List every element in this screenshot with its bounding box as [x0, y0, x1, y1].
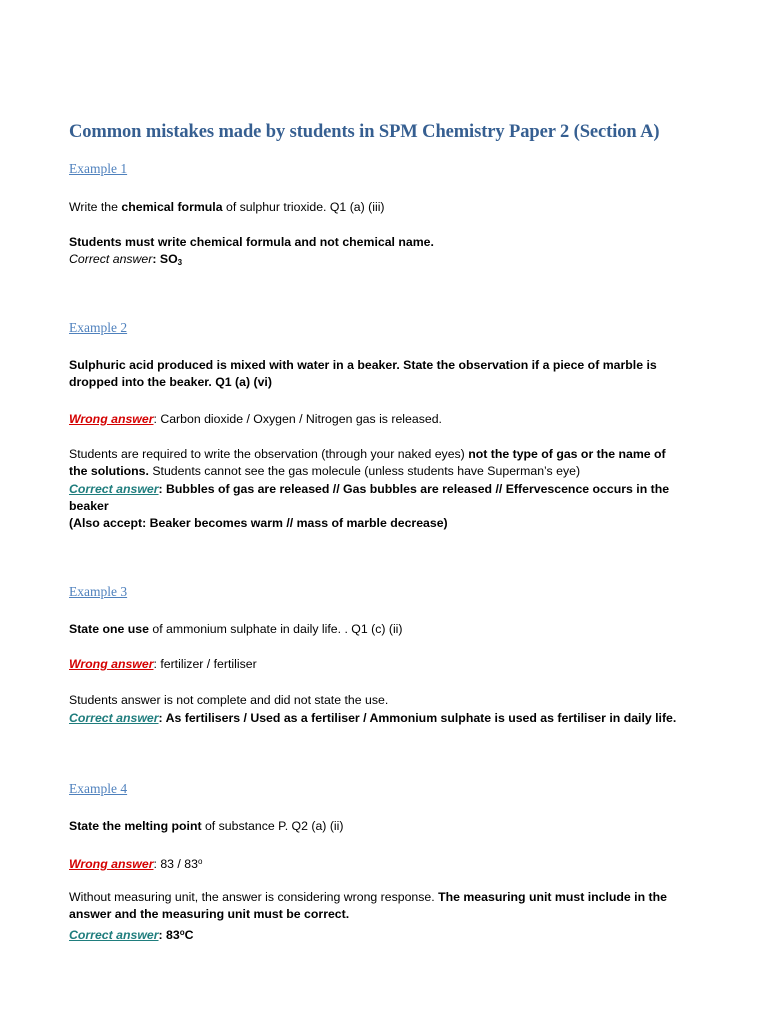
example-1-correct-answer: Correct answer: $SO_3$	[69, 252, 183, 267]
example-3-heading: Example 3	[69, 584, 128, 599]
example-4-correct-answer: Correct answer: 83$^o$C	[69, 928, 194, 942]
example-4-question: State the melting point of substance P. Q2 (a) (ii)	[69, 819, 344, 833]
example-4-note-line-2: answer and the measuring unit must be correct.	[69, 907, 350, 921]
example-3-question: State one use of ammonium sulphate in daily life. . Q1 (c) (ii)	[69, 622, 403, 636]
correct-answer-label: Correct answer	[69, 928, 159, 942]
example-2-correct-answer-line-1: Correct answer: Bubbles of gas are released // Gas bubbles are released // Effervescence occurs in the	[69, 482, 670, 496]
wrong-answer-label: Wrong answer	[69, 412, 154, 426]
example-2-question-line-1: Sulphuric acid produced is mixed with water in a beaker. State the observation if a piece of marble is	[69, 358, 657, 372]
example-4-wrong-answer: Wrong answer: 83 / 83$^o$	[69, 857, 203, 871]
example-2-note-line-2: the solutions. Students cannot see the gas molecule (unless students have Superman’s eye)	[69, 464, 581, 478]
correct-answer-label: Correct answer	[69, 711, 159, 725]
example-1-heading: Example 1	[69, 161, 128, 176]
wrong-answer-label: Wrong answer	[69, 657, 154, 671]
example-2-also-accept: (Also accept: Beaker becomes warm // mass of marble decrease)	[69, 516, 448, 530]
example-2-note-line-1: Students are required to write the observation (through your naked eyes) not the type of gas or the name of	[69, 447, 666, 461]
example-1-question: Write the chemical formula of sulphur trioxide. Q1 (a) (iii)	[69, 200, 385, 214]
wrong-answer-label: Wrong answer	[69, 857, 154, 871]
correct-answer-label: Correct answer	[69, 482, 159, 496]
example-4-note-line-1: Without measuring unit, the answer is considering wrong response. The measuring unit must include in the	[69, 890, 667, 904]
example-2-wrong-answer: Wrong answer: Carbon dioxide / Oxygen / Nitrogen gas is released.	[69, 412, 442, 426]
page-title: Common mistakes made by students in SPM Chemistry Paper 2 (Section A)	[69, 122, 660, 142]
example-3-wrong-answer: Wrong answer: fertilizer / fertiliser	[69, 657, 257, 671]
example-2-correct-answer-line-2: beaker	[69, 499, 109, 513]
example-2-question-line-2: dropped into the beaker. Q1 (a) (vi)	[69, 375, 272, 389]
example-3-note: Students answer is not complete and did not state the use.	[69, 693, 389, 707]
example-2-heading: Example 2	[69, 320, 128, 335]
example-1-note: Students must write chemical formula and not chemical name.	[69, 235, 434, 249]
example-4-heading: Example 4	[69, 781, 128, 796]
example-3-correct-answer: Correct answer: As fertilisers / Used as a fertiliser / Ammonium sulphate is used as fertiliser in daily life.	[69, 711, 677, 725]
correct-answer-label: Correct answer	[69, 252, 153, 266]
